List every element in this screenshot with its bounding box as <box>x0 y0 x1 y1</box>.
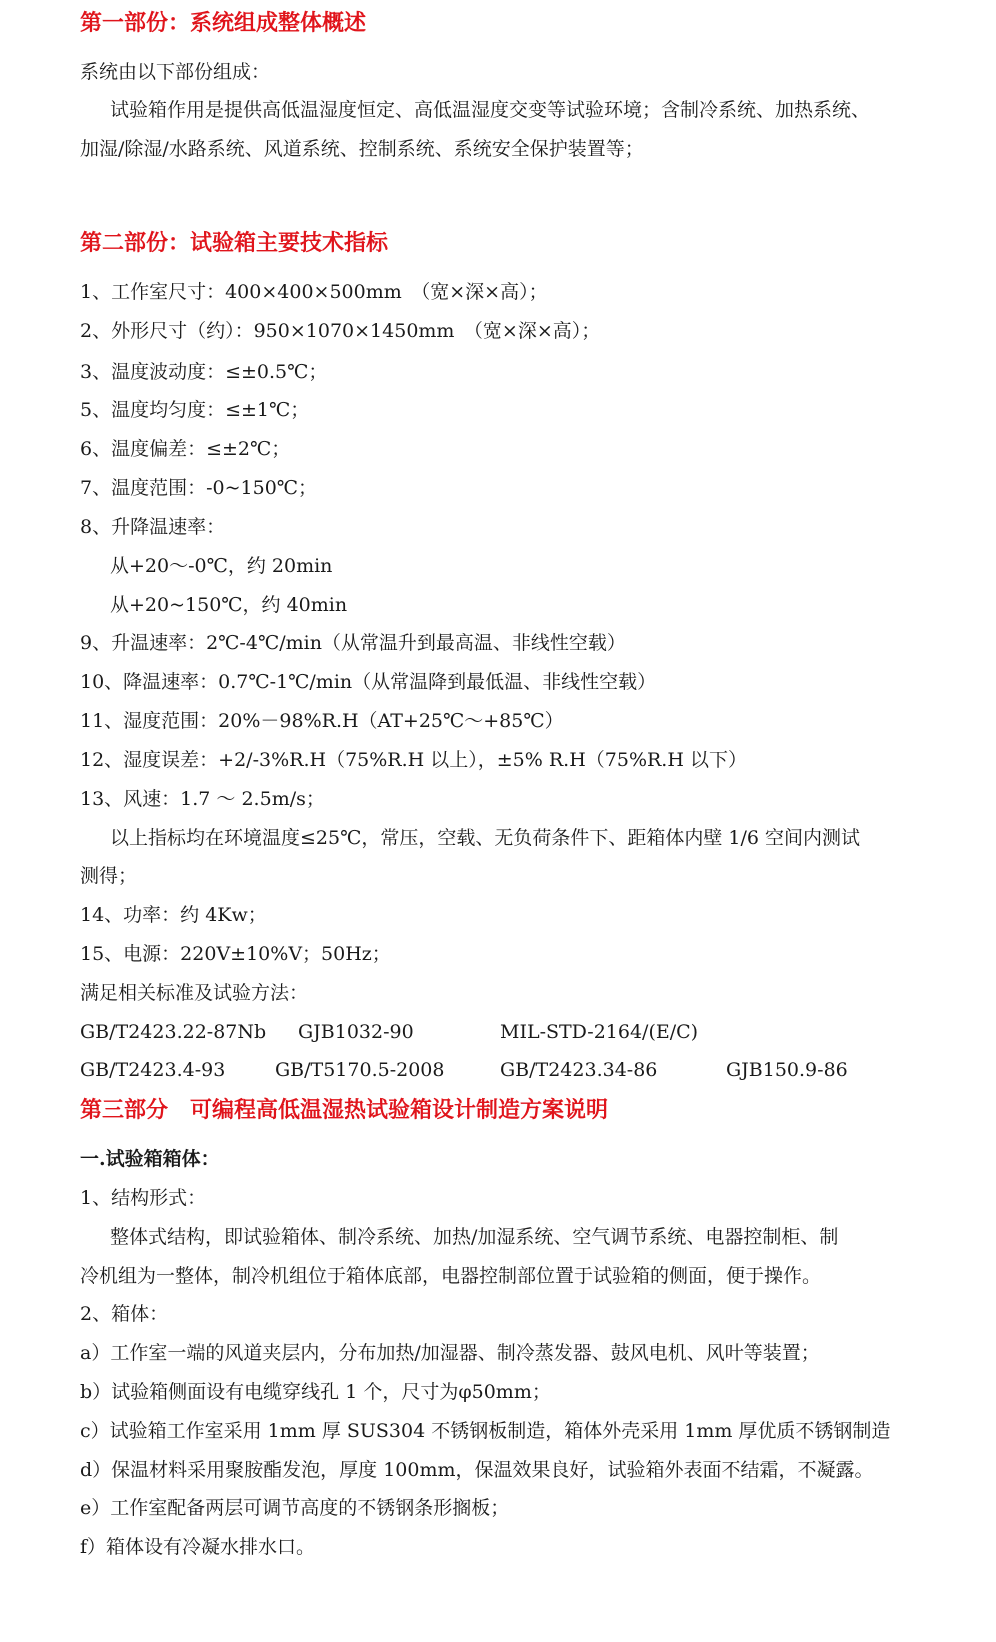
spec-item: 5、温度均匀度：≤±1℃； <box>80 399 310 421</box>
spec-item: 6、温度偏差：≤±2℃； <box>80 438 291 460</box>
standards-label: 满足相关标准及试验方法： <box>80 982 309 1004</box>
box-item: a）工作室一端的风道夹层内，分布加热/加湿器、制冷蒸发器、鼓风电机、风叶等装置； <box>80 1342 820 1364</box>
part1-para-line2: 加湿/除湿/水路系统、风道系统、控制系统、系统安全保护装置等； <box>80 138 644 160</box>
spec-item: 11、湿度范围：20%－98%R.H（AT+25℃～+85℃） <box>80 710 564 732</box>
standard-code: GJB150.9-86 <box>726 1059 848 1081</box>
spec-item: 3、温度波动度：≤±0.5℃； <box>80 361 328 383</box>
box-item: e）工作室配备两层可调节高度的不锈钢条形搁板； <box>80 1497 510 1519</box>
spec-item-power: 14、功率：约 4Kw； <box>80 904 267 926</box>
spec-item: 8、升降温速率： <box>80 516 226 538</box>
spec-item: 9、升温速率：2℃-4℃/min（从常温升到最高温、非线性空载） <box>80 632 626 654</box>
part1-title: 第一部份：系统组成整体概述 <box>80 11 367 36</box>
part3-subheading: 一.试验箱箱体： <box>80 1148 220 1170</box>
spec-item: 2、外形尺寸（约）：950×1070×1450mm （宽×深×高）； <box>80 320 601 342</box>
part2-title: 第二部份：试验箱主要技术指标 <box>80 231 389 256</box>
standard-code: GJB1032-90 <box>298 1021 414 1043</box>
box-item: c）试验箱工作室采用 1mm 厚 SUS304 不锈钢板制造，箱体外壳采用 1mm 厚优质不锈钢制造 <box>80 1420 891 1442</box>
box-label: 2、箱体： <box>80 1303 169 1325</box>
spec-note-line1: 以上指标均在环境温度≤25℃，常压，空载、无负荷条件下、距箱体内壁 1/6 空间内测试 <box>110 827 861 849</box>
structure-label: 1、结构形式： <box>80 1187 207 1209</box>
box-item: f）箱体设有冷凝水排水口。 <box>80 1536 316 1558</box>
spec-subitem: 从+20～-0℃，约 20min <box>110 555 333 577</box>
spec-item: 13、风速：1.7 ～ 2.5m/s； <box>80 788 325 810</box>
standard-code: GB/T2423.4-93 <box>80 1059 226 1081</box>
part1-intro: 系统由以下部份组成： <box>80 61 271 83</box>
box-item: d）保温材料采用聚胺酯发泡，厚度 100mm，保温效果良好，试验箱外表面不结霜，不凝露。 <box>80 1459 874 1481</box>
structure-line2: 冷机组为一整体，制冷机组位于箱体底部，电器控制部位置于试验箱的侧面，便于操作。 <box>80 1265 822 1287</box>
part3-title: 第三部分 可编程高低温湿热试验箱设计制造方案说明 <box>80 1098 609 1123</box>
standard-code: GB/T2423.34-86 <box>500 1059 658 1081</box>
standard-code: GB/T5170.5-2008 <box>275 1059 445 1081</box>
spec-item: 10、降温速率：0.7℃-1℃/min（从常温降到最低温、非线性空载） <box>80 671 657 693</box>
structure-line1: 整体式结构，即试验箱体、制冷系统、加热/加湿系统、空气调节系统、电器控制柜、制 <box>110 1226 839 1248</box>
box-item: b）试验箱侧面设有电缆穿线孔 1 个，尺寸为φ50mm； <box>80 1381 551 1403</box>
spec-note-line2: 测得； <box>80 865 138 887</box>
spec-item-supply: 15、电源：220V±10%V；50Hz； <box>80 943 391 965</box>
part1-para-line1: 试验箱作用是提供高低温湿度恒定、高低温湿度交变等试验环境；含制冷系统、加热系统、 <box>110 99 871 121</box>
spec-item: 12、湿度误差：+2/-3%R.H（75%R.H 以上），±5% R.H（75%R.H 以下） <box>80 749 747 771</box>
standard-code: MIL-STD-2164/(E/C) <box>500 1021 699 1043</box>
spec-item: 7、温度范围：-0~150℃； <box>80 477 318 499</box>
spec-subitem: 从+20~150℃，约 40min <box>110 594 348 616</box>
spec-item: 1、工作室尺寸：400×400×500mm （宽×深×高）； <box>80 281 548 303</box>
standard-code: GB/T2423.22-87Nb <box>80 1021 267 1043</box>
